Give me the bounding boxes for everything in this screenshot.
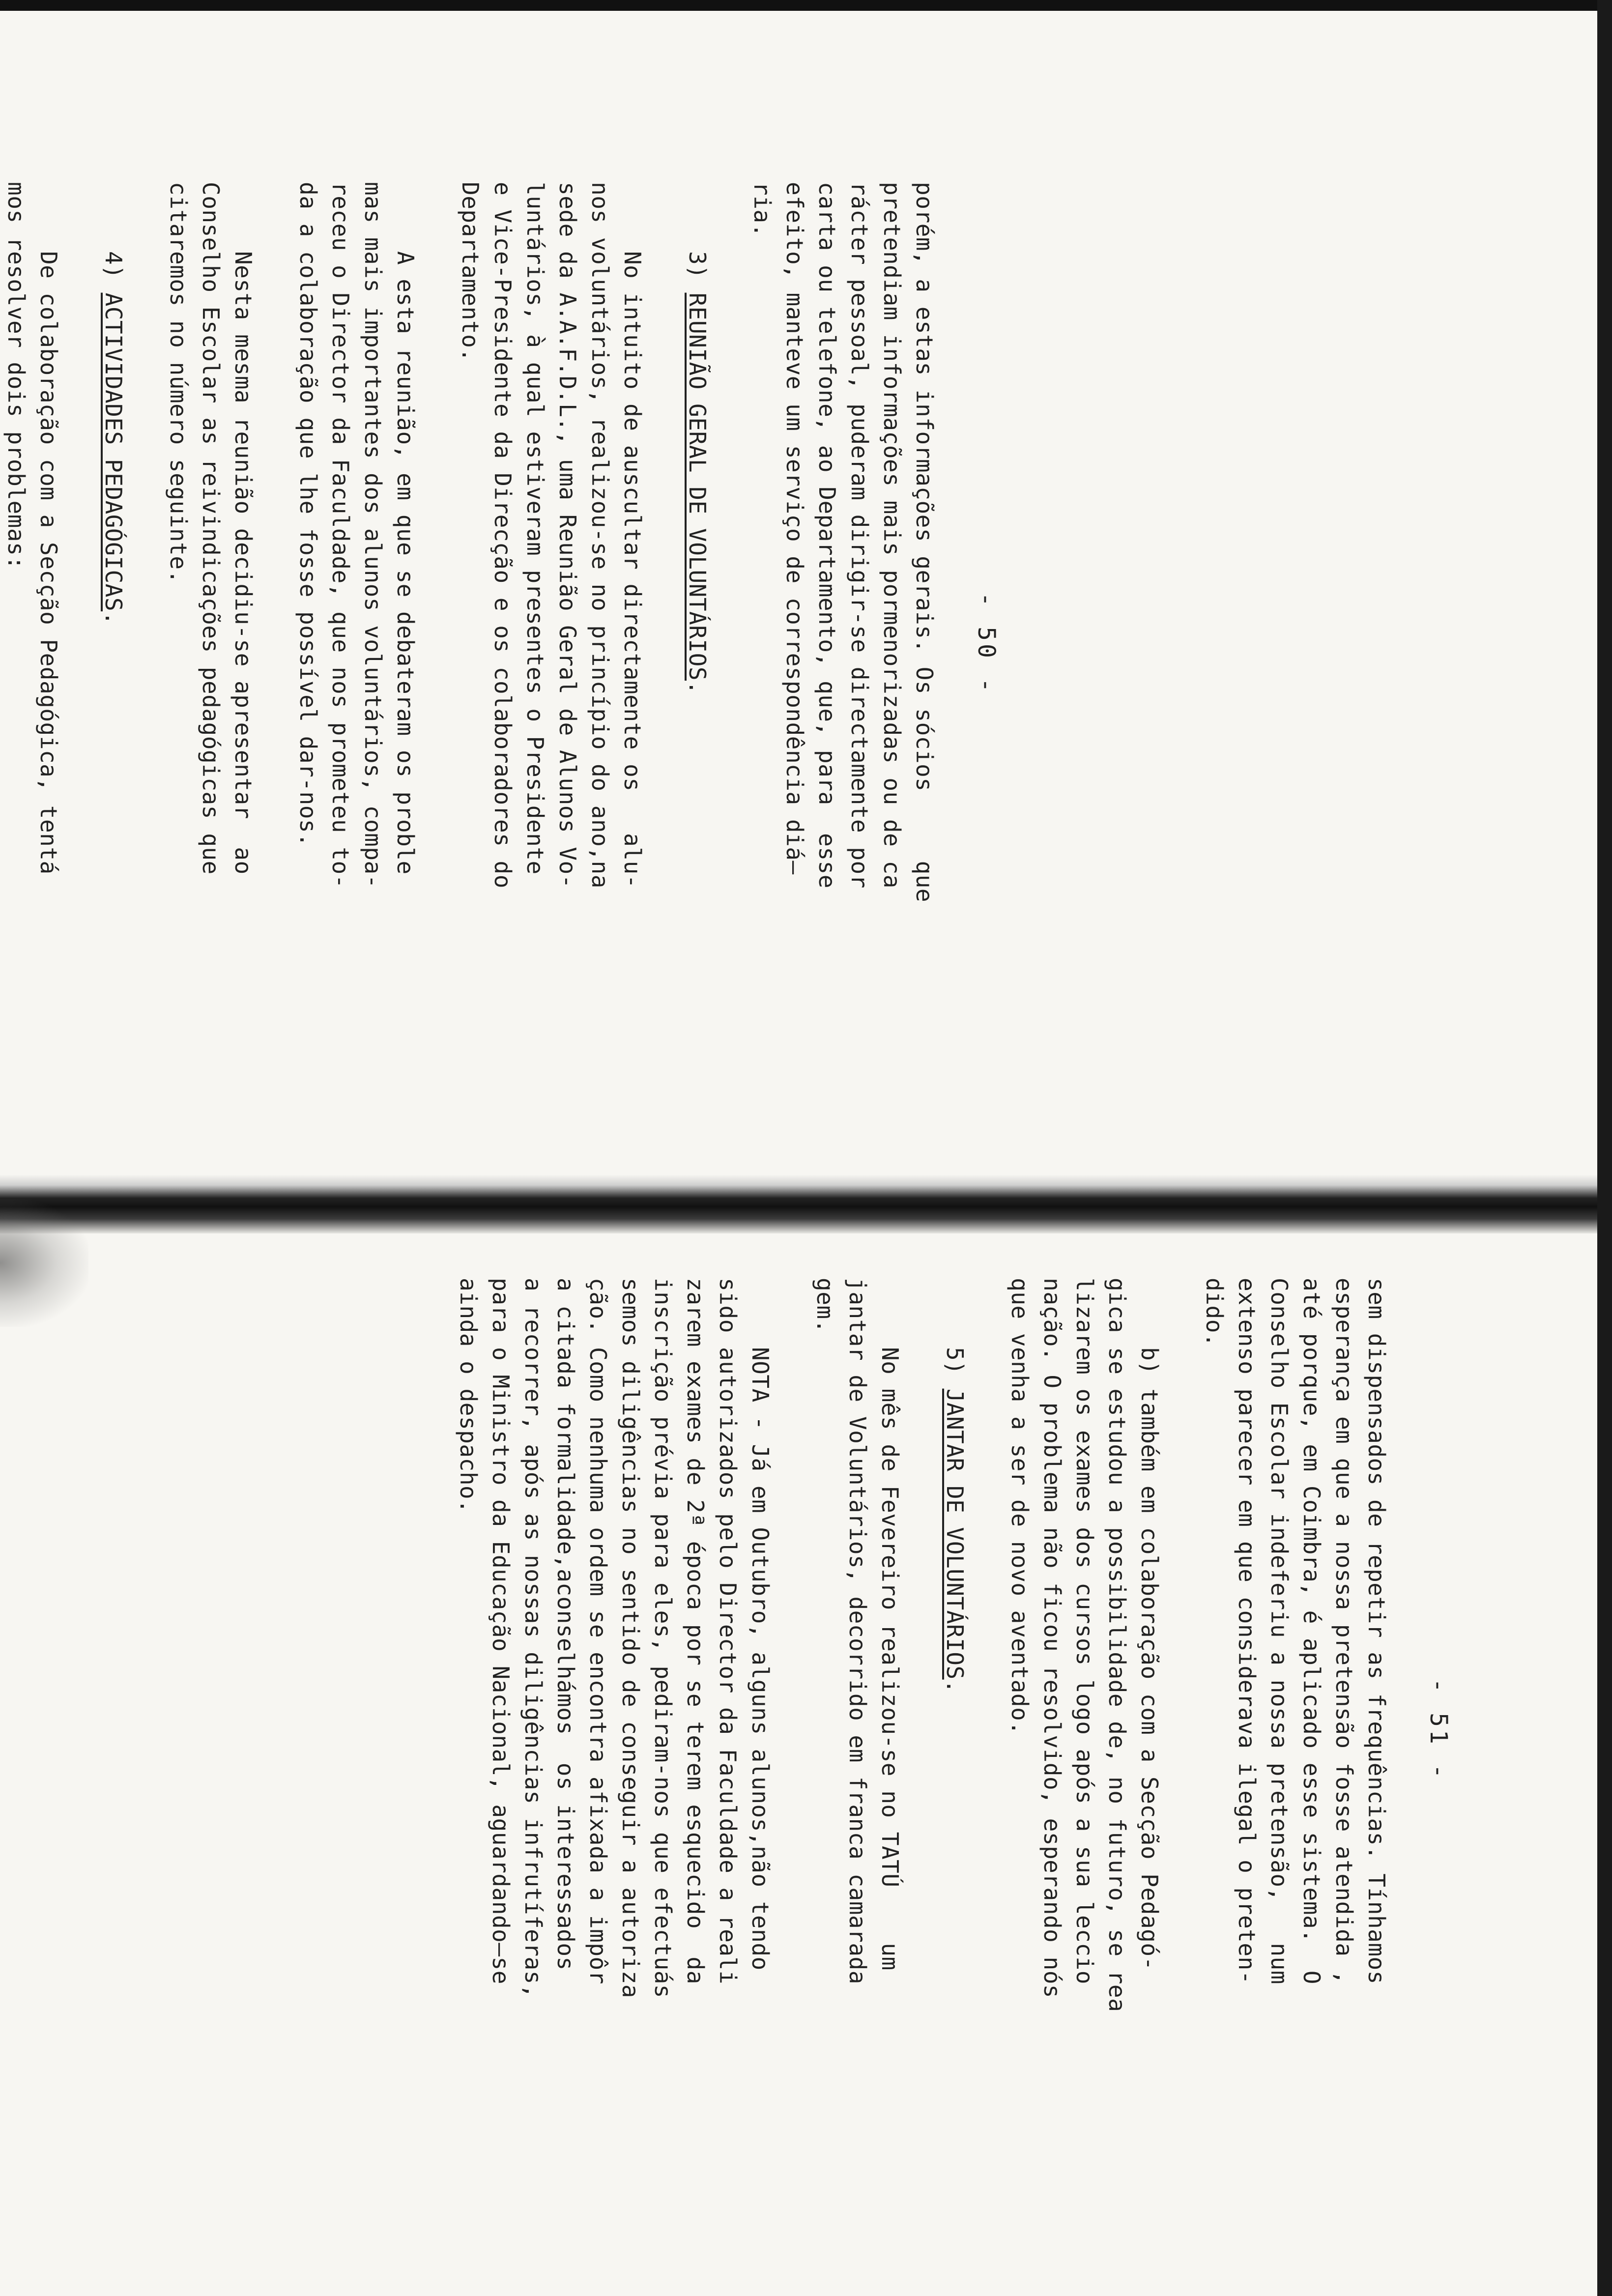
text-line: até porque, em Coimbra, é aplicado esse sistema. O <box>1298 1278 1325 1984</box>
text-line: sede da A.A.F.D.L., uma Reunião Geral de Alunos Vo- <box>554 182 581 889</box>
text-line: mas mais importantes dos alunos voluntários, compa- <box>360 182 386 889</box>
text-line: citaremos no número seguinte. <box>165 182 192 584</box>
text-line: semos diligências no sentido de conseguir a autoriza <box>617 1278 644 1999</box>
paragraph-gap <box>777 1278 809 2182</box>
text-line: a recorrer, após as nossas diligências infrutíferas, <box>520 1278 547 1999</box>
heading-space <box>100 279 127 292</box>
page-number: - 51 - <box>1425 1678 1452 1781</box>
heading-space <box>942 1375 968 1388</box>
paragraph <box>162 182 259 1106</box>
text-line: gica se estudou a possibilidade de, no futuro, se rea <box>1104 1278 1130 2012</box>
text-line: Nesta mesma reunião decidiu-se apresentar ao <box>230 182 257 875</box>
text-line: Departamento. <box>457 182 484 362</box>
text-line: ainda o despacho. <box>455 1278 482 1514</box>
text-line: porém, a estas informações gerais. Os sócios que <box>911 182 938 903</box>
heading-indent <box>100 182 127 251</box>
heading-space <box>684 279 711 292</box>
text-line: dido. <box>1201 1278 1228 1347</box>
text-line: que venha a ser de novo aventado. <box>1007 1278 1033 1735</box>
text-line: De colaboração com a Secção Pedagógica, tentá <box>35 182 62 875</box>
text-line: nação. O problema não ficou resolvido, esperando nós <box>1039 1278 1065 1999</box>
paragraph-gap <box>971 1278 1004 2182</box>
page-51 <box>455 1278 1455 2182</box>
text-line: efeito, manteve um serviço de correspondência diá— <box>781 182 808 875</box>
section-heading <box>939 1278 971 2182</box>
section-title-end: . <box>942 1679 968 1693</box>
section-number: 4) <box>100 251 127 279</box>
page-50 <box>3 182 1003 1106</box>
paragraph-gap <box>130 182 162 1106</box>
paragraph <box>1198 1278 1393 2182</box>
section-title-end: . <box>100 611 127 626</box>
text-line: No intuito de auscultar directamente os alu- <box>619 182 646 889</box>
text-line: receu o Director da Faculdade, que nos prometeu to- <box>327 182 354 889</box>
text-line: ção. Como nenhuma ordem se encontra afixada a impôr <box>585 1278 611 1984</box>
section-heading <box>681 182 714 1106</box>
text-line: sem dispensados de repetir as frequências. Tínhamos <box>1363 1278 1390 1984</box>
text-line: gem. <box>812 1278 838 1333</box>
text-line: e Vice-Presidente da Direcção e os colaboradores do <box>489 182 516 889</box>
section-heading <box>97 182 130 1106</box>
paragraph <box>1004 1278 1166 2182</box>
text-line: extenso parecer em que considerava ilegal o preten- <box>1234 1278 1260 1984</box>
paragraph-gap <box>65 182 97 1106</box>
paragraph-gap <box>649 182 681 1106</box>
text-line: da a colaboração que lhe fosse possível dar-nos. <box>295 182 321 847</box>
text-line: Conselho Escolar as reivindicações pedagógicas que <box>198 182 224 875</box>
section-title-end: . <box>684 681 711 695</box>
section-title: JANTAR DE VOLUNTÁRIOS <box>942 1388 968 1680</box>
paragraph <box>746 182 941 1106</box>
paragraph-gap <box>259 182 292 1106</box>
section-title: REUNIÃO GERAL DE VOLUNTÁRIOS <box>684 292 711 681</box>
text-line: No mês de Fevereiro realizou-se no TATÚ um <box>877 1278 903 1971</box>
page-number: - 50 - <box>973 592 1000 695</box>
paragraph <box>0 182 65 1106</box>
scan-top-edge <box>0 0 1612 11</box>
paragraph-gap <box>422 182 454 1106</box>
text-line: inscrição prévia para eles, pediram-nos que efectuás <box>650 1278 676 1999</box>
text-line: esperança em que a nossa pretensão fosse atendida , <box>1331 1278 1357 1984</box>
book-spine <box>0 1175 1597 1234</box>
text-line: ria. <box>749 182 776 237</box>
text-line: lizarem os exames dos cursos logo após a sua leccio <box>1071 1278 1098 1984</box>
text-line: Conselho Escolar indeferiu a nossa pretensão, num <box>1266 1278 1293 1984</box>
text-line: zarem exames de 2ª época por se terem esquecido da <box>682 1278 709 1984</box>
section-number: 5) <box>942 1347 968 1375</box>
text-line: a citada formalidade,aconselhámos os interessados <box>552 1278 579 1971</box>
paragraph <box>809 1278 906 2182</box>
scan-right-edge <box>1597 0 1612 2296</box>
text-line: A esta reunião, em que se debateram os proble <box>392 182 419 875</box>
text-line: jantar de Voluntários, decorrido em franca camarada <box>844 1278 871 1984</box>
text-line: carta ou telefone, ao Departamento, que, para esse <box>814 182 840 889</box>
heading-indent <box>684 182 711 251</box>
text-line: b) também em colaboração com a Secção Pedagó- <box>1136 1278 1163 1971</box>
heading-indent <box>942 1278 968 1347</box>
section-number: 3) <box>684 251 711 279</box>
paragraph <box>452 1278 777 2182</box>
paragraph-gap <box>714 182 746 1106</box>
section-title: ACTIVIDADES PEDAGÓGICAS <box>100 292 127 612</box>
text-line: nos voluntários, realizou-se no princípio do ano,na <box>587 182 613 889</box>
paragraph-gap <box>1166 1278 1198 2182</box>
spine-shadow <box>0 1199 88 1327</box>
text-line: rácter pessoal, puderam dirigir-se directamente por <box>846 182 873 889</box>
text-line: NOTA - Já em Outubro, alguns alunos,não tendo <box>747 1278 774 1971</box>
text-line: para o Ministro da Educação Nacional, aguardando—se <box>488 1278 514 1984</box>
text-line: pretendiam informações mais pormenorizadas ou de ca <box>879 182 905 889</box>
paragraph-gap <box>906 1278 939 2182</box>
text-line: sido autorizados pelo Director da Faculdade a reali <box>715 1278 741 1984</box>
paragraph <box>292 182 422 1106</box>
text-line: luntários, à qual estiveram presentes o Presidente <box>522 182 548 875</box>
text-line: mos resolver dois problemas: <box>3 182 29 570</box>
paragraph <box>454 182 649 1106</box>
